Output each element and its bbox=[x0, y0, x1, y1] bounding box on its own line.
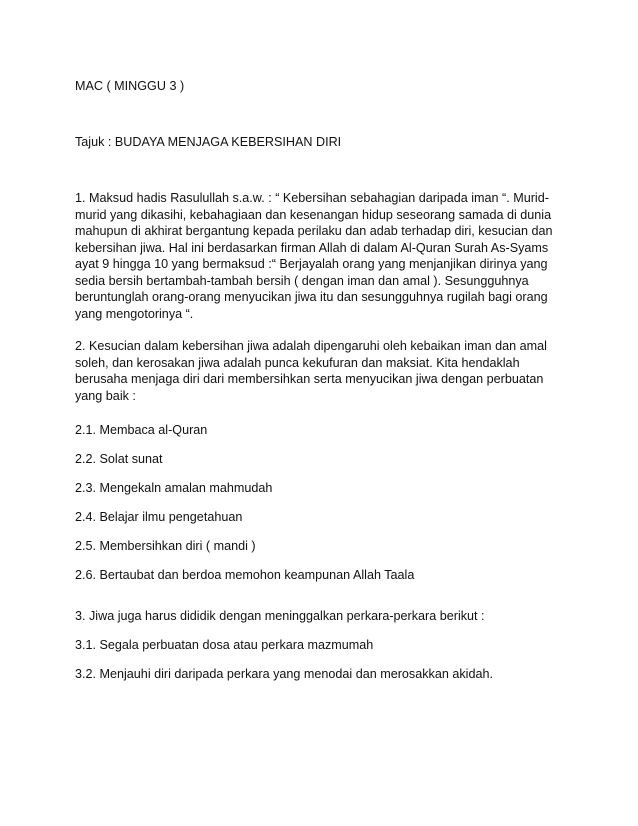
week-heading: MAC ( MINGGU 3 ) bbox=[75, 79, 185, 93]
list-item: 3.1. Segala perbuatan dosa atau perkara mazmumah bbox=[75, 638, 374, 652]
paragraph-2: 2. Kesucian dalam kebersihan jiwa adalah dipengaruhi oleh kebaikan iman dan amal soleh, dan kerosakan jiwa adalah punca kekufuran dan maksiat. Kita hendaklah berusaha menjaga diri dari membersihkan serta menyucikan jiwa dengan perbuatan yang baik : bbox=[75, 339, 547, 403]
document-title: Tajuk : BUDAYA MENJAGA KEBERSIHAN DIRI bbox=[75, 135, 342, 149]
list-item: 2.2. Solat sunat bbox=[75, 452, 163, 466]
list-item: 3.2. Menjauhi diri daripada perkara yang menodai dan merosakkan akidah. bbox=[75, 667, 493, 681]
list-item: 2.1. Membaca al-Quran bbox=[75, 423, 208, 437]
list-item: 2.6. Bertaubat dan berdoa memohon keampunan Allah Taala bbox=[75, 568, 415, 582]
list-item: 2.5. Membersihkan diri ( mandi ) bbox=[75, 539, 256, 553]
list-item: 2.4. Belajar ilmu pengetahuan bbox=[75, 510, 243, 524]
paragraph-3: 3. Jiwa juga harus dididik dengan meninggalkan perkara-perkara berikut : bbox=[75, 609, 485, 623]
paragraph-1: 1. Maksud hadis Rasulullah s.a.w. : “ Kebersihan sebahagian daripada iman “. Murid-murid yang dikasihi, kebahagiaan dan kesenangan hidup seseorang samada di dunia mahupun di akhirat bergantung kepada perilaku dan adab terhadap diri, kesucian dan kebersihan jiwa. Hal ini berdasarkan firman Allah di dalam Al-Quran Surah As-Syams ayat 9 hingga 10 yang bermaksud :“ Berjayalah orang yang menjanjikan dirinya yang sedia bersih bertambah-tambah bersih ( dengan iman dan amal ). Sesungguhnya beruntunglah orang-orang menyucikan jiwa itu dan sesungguhnya rugilah bagi orang yang mengotorinya “. bbox=[75, 191, 553, 321]
list-item: 2.3. Mengekaln amalan mahmudah bbox=[75, 481, 273, 495]
